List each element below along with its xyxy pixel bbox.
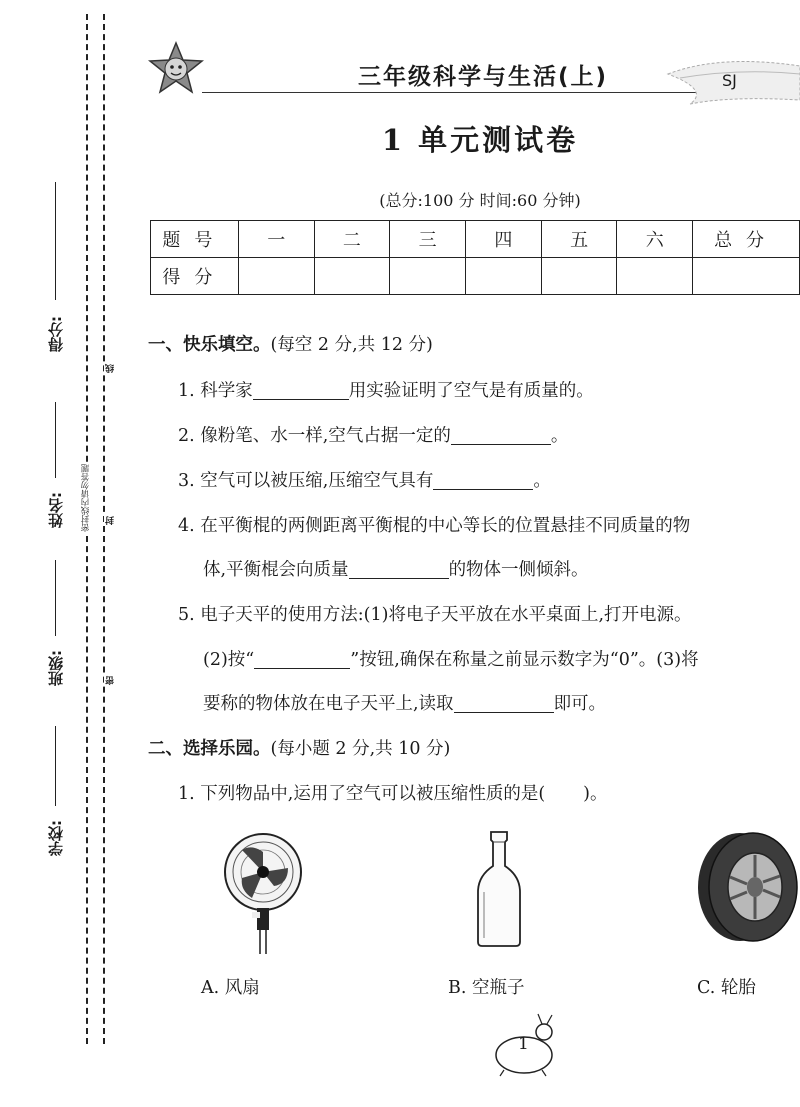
seal-word-seal: 封 [106,516,116,525]
school-field: 学校: [42,726,68,856]
section2-heading: 二、选择乐园。(每小题 2 分,共 10 分) [148,739,451,759]
name-field: 姓名: [42,402,68,528]
score-table-score-row [151,258,800,295]
answer-blank[interactable] [451,426,551,445]
page-number: 1 [518,1034,529,1054]
empty-bottle-image [474,830,524,948]
seal-word-line: 线 [106,364,116,373]
question-1-1: 1. 科学家 用实验证明了空气是有质量的。 [178,381,594,401]
answer-blank[interactable] [349,560,449,579]
question-1-2: 2. 像粉笔、水一样,空气占据一定的 。 [178,426,569,446]
seal-note: 密封线内请勿答题 [81,464,91,532]
score-input-cell[interactable] [390,258,466,295]
book-title: 三年级科学与生活(上) [358,64,609,90]
star-mascot-icon [146,40,206,100]
score-table-cell: 总分 [693,221,800,258]
answer-blank[interactable] [433,471,533,490]
question-1-4: 4. 在平衡棍的两侧距离平衡棍的中心等长的位置悬挂不同质量的物 [178,516,691,536]
exam-meta: (总分:100 分 时间:60 分钟) [379,191,581,210]
question-1-3: 3. 空气可以被压缩,压缩空气具有 。 [178,471,551,491]
binding-dashed-line-inner [103,14,105,1044]
score-input-cell[interactable] [541,258,617,295]
question-1-5-cont2: 要称的物体放在电子天平上,读取 即可。 [203,694,607,714]
option-b-label: B. 空瓶子 [448,978,525,998]
score-field: 得分: [42,182,68,352]
edition-code: SJ [722,71,737,90]
score-input-cell[interactable] [314,258,390,295]
question-2-1: 1. 下列物品中,运用了空气可以被压缩性质的是( )。 [178,784,608,804]
answer-blank[interactable] [254,650,350,669]
score-table-cell: 五 [541,221,617,258]
exam-title: 1 单元测试卷 [381,123,579,157]
score-input-cell[interactable] [617,258,693,295]
section1-heading: 一、快乐填空。(每空 2 分,共 12 分) [148,335,433,355]
page-number-badge [486,1010,566,1080]
score-table-cell: 得分 [151,258,239,295]
score-input-cell[interactable] [238,258,314,295]
score-table-cell: 二 [314,221,390,258]
score-table-cell: 六 [617,221,693,258]
question-1-4-cont: 体,平衡棍会向质量 的物体一侧倾斜。 [203,560,589,580]
question-1-5: 5. 电子天平的使用方法:(1)将电子天平放在水平桌面上,打开电源。 [178,605,692,625]
score-input-cell[interactable] [465,258,541,295]
fan-image [222,828,304,956]
score-table-cell: 一 [238,221,314,258]
answer-blank[interactable] [253,381,349,400]
seal-word-secret: 密 [106,676,116,685]
answer-blank[interactable] [454,694,554,713]
score-table-cell: 三 [390,221,466,258]
score-table-cell: 四 [465,221,541,258]
score-input-cell[interactable] [693,258,800,295]
score-table-header-row [151,221,800,258]
option-c-label: C. 轮胎 [697,978,756,998]
tire-image [695,830,800,945]
option-a-label: A. 风扇 [201,978,260,998]
question-1-5-cont: (2)按“ ”按钮,确保在称量之前显示数字为“0”。(3)将 [203,650,699,670]
score-table-cell: 题号 [151,221,239,258]
score-table [150,220,800,295]
class-field: 班级: [42,560,68,686]
